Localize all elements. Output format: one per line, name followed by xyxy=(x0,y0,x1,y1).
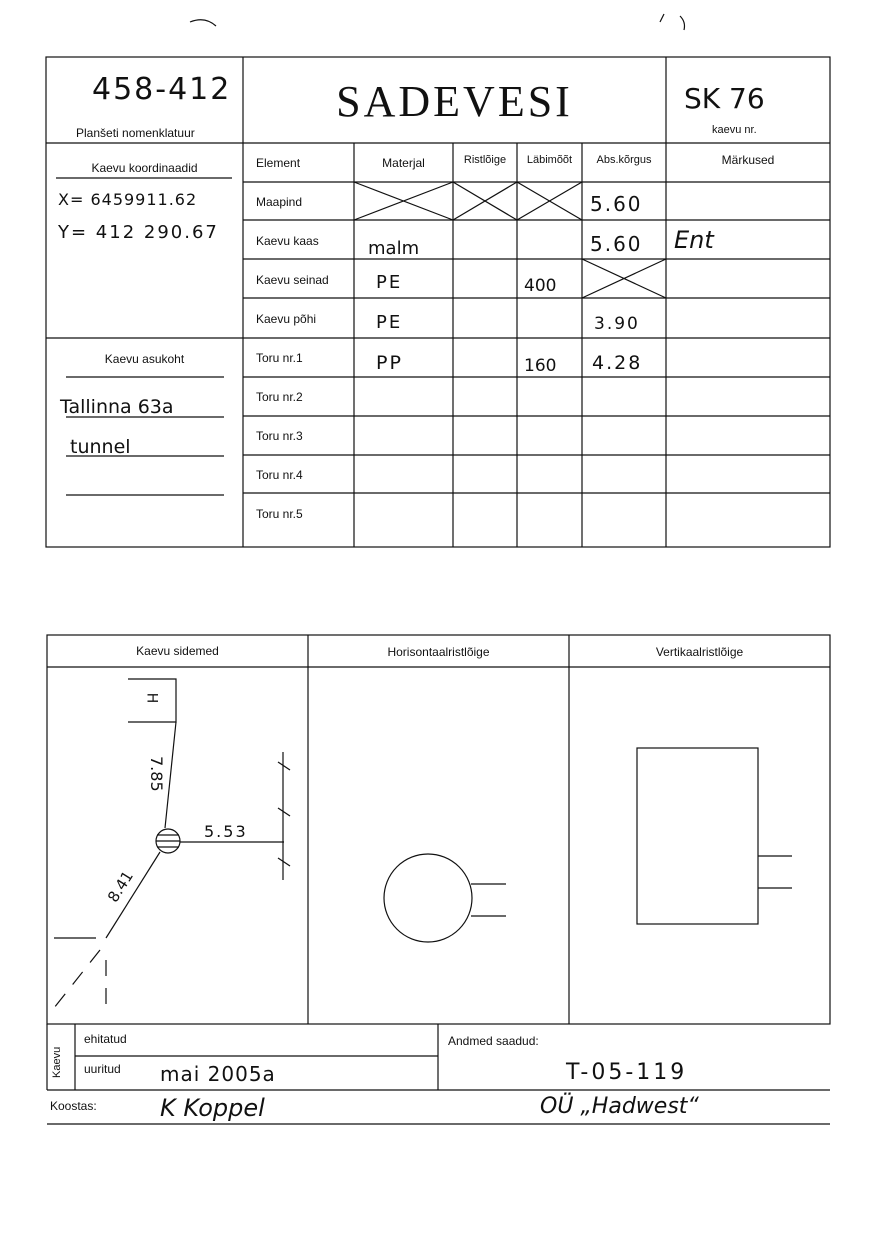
stray-mark xyxy=(660,14,685,30)
location-line1: Tallinna 63a xyxy=(60,396,174,418)
cell-diameter: 160 xyxy=(524,356,557,376)
company-value: OÜ „Hadwest“ xyxy=(540,1094,699,1119)
row-element: Toru nr.4 xyxy=(256,468,303,482)
coords-title: Kaevu koordinaadid xyxy=(91,161,198,175)
dim-label-c: 8.41 xyxy=(104,867,137,906)
sketch-col1-title: Kaevu sidemed xyxy=(136,644,219,658)
data-received-label: Andmed saadud: xyxy=(448,1034,539,1048)
footer-vertical-label: Kaevu xyxy=(51,1046,63,1078)
row-element: Toru nr.1 xyxy=(256,351,303,365)
built-label: ehitatud xyxy=(84,1032,127,1046)
well-number-label: kaevu nr. xyxy=(712,124,757,136)
well-number: SK 76 xyxy=(684,82,765,115)
header-element: Element xyxy=(256,156,301,170)
vertical-section-rect xyxy=(637,748,758,924)
house-label: H xyxy=(143,692,160,704)
cell-material: PP xyxy=(376,352,403,374)
cell-material: PE xyxy=(376,272,403,293)
row-element: Kaevu kaas xyxy=(256,234,319,248)
page-title: SADEVESI xyxy=(336,77,573,126)
cell-diameter: 400 xyxy=(524,276,557,296)
coord-y: Y= 412 290.67 xyxy=(58,222,219,243)
cell-abs: 3.90 xyxy=(594,314,640,334)
data-received-value: T-05-119 xyxy=(566,1060,688,1085)
surveyed-label: uuritud xyxy=(84,1062,121,1076)
cell-material: malm xyxy=(368,238,420,259)
header-diameter: Läbimõõt xyxy=(526,154,573,166)
sheet-label: Planšeti nomenklatuur xyxy=(76,126,195,140)
stray-mark xyxy=(190,20,216,26)
row-element: Toru nr.5 xyxy=(256,507,303,521)
dim-label-b: 5.53 xyxy=(204,822,248,841)
cell-material: PE xyxy=(376,312,403,333)
coord-x: X= 6459911.62 xyxy=(58,190,198,209)
header-material: Materjal xyxy=(382,156,425,170)
dim-label-a: 7.85 xyxy=(147,756,166,792)
row-element: Kaevu seinad xyxy=(256,273,329,287)
cell-abs: 4.28 xyxy=(592,352,643,374)
sheet-number: 458-412 xyxy=(92,72,232,107)
row-element: Toru nr.3 xyxy=(256,429,303,443)
location-title: Kaevu asukoht xyxy=(104,352,185,366)
row-element: Maapind xyxy=(256,195,303,209)
horizontal-section-circle xyxy=(384,854,472,942)
surveyed-value: mai 2005a xyxy=(160,1062,276,1086)
location-line2: tunnel xyxy=(70,436,131,458)
row-element: Toru nr.2 xyxy=(256,390,303,404)
sketch-col2-title: Horisontaalristlõige xyxy=(387,645,490,659)
row-element: Kaevu põhi xyxy=(256,312,317,326)
sketch-col3-title: Vertikaalristlõige xyxy=(655,645,744,659)
cell-abs: 5.60 xyxy=(590,192,643,216)
cell-abs: 5.60 xyxy=(590,232,643,256)
cell-remarks: Ent xyxy=(674,226,714,254)
header-abs-height: Abs.kõrgus xyxy=(596,154,652,166)
header-cross-section: Ristlõige xyxy=(463,154,507,166)
author-label: Koostas: xyxy=(50,1099,97,1113)
author-value: K Koppel xyxy=(160,1094,265,1122)
header-remarks: Märkused xyxy=(721,153,775,167)
